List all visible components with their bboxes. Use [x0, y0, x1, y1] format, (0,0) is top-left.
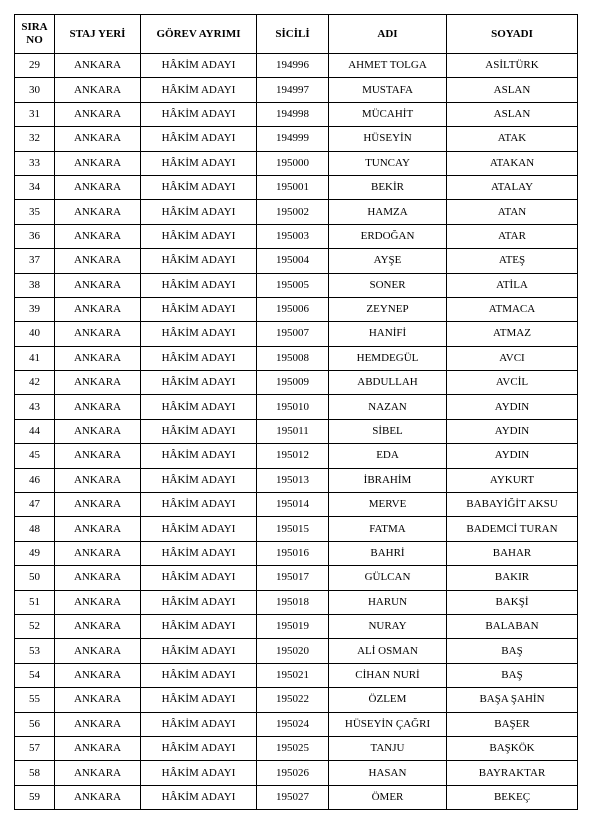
gorev-ayrimi-cell: HÂKİM ADAYI: [141, 249, 257, 273]
header-row: [15, 15, 578, 54]
gorev-ayrimi-cell: HÂKİM ADAYI: [141, 297, 257, 321]
sicili-cell: 195026: [257, 761, 329, 785]
sira-no-cell: 53: [15, 639, 55, 663]
table-row: [15, 175, 578, 199]
sicili-cell: 195004: [257, 249, 329, 273]
adi-cell: ERDOĞAN: [329, 224, 447, 248]
soyadi-cell: ATAR: [447, 224, 578, 248]
sicili-cell: 195003: [257, 224, 329, 248]
gorev-ayrimi-cell: HÂKİM ADAYI: [141, 566, 257, 590]
staj-yeri-cell: ANKARA: [55, 688, 141, 712]
adi-cell: ÖZLEM: [329, 688, 447, 712]
sira-no-cell: 35: [15, 200, 55, 224]
sicili-cell: 195019: [257, 614, 329, 638]
sira-no-cell: 30: [15, 78, 55, 102]
table-row: [15, 663, 578, 687]
sicili-cell: 195005: [257, 273, 329, 297]
sira-no-cell: 33: [15, 151, 55, 175]
table-row: [15, 493, 578, 517]
adi-cell: TUNCAY: [329, 151, 447, 175]
adi-cell: ABDULLAH: [329, 371, 447, 395]
soyadi-cell: ATMAZ: [447, 322, 578, 346]
adi-cell: HARUN: [329, 590, 447, 614]
gorev-ayrimi-cell: HÂKİM ADAYI: [141, 493, 257, 517]
sira-no-cell: 51: [15, 590, 55, 614]
table-row: [15, 200, 578, 224]
staj-yeri-cell: ANKARA: [55, 444, 141, 468]
adi-cell: ZEYNEP: [329, 297, 447, 321]
sira-no-cell: 38: [15, 273, 55, 297]
sira-no-cell: 31: [15, 102, 55, 126]
staj-yeri-cell: ANKARA: [55, 590, 141, 614]
staj-yeri-cell: ANKARA: [55, 54, 141, 78]
soyadi-cell: AYDIN: [447, 444, 578, 468]
gorev-ayrimi-cell: HÂKİM ADAYI: [141, 322, 257, 346]
staj-yeri-cell: ANKARA: [55, 297, 141, 321]
candidate-roster-table: [14, 14, 578, 810]
table-row: [15, 566, 578, 590]
sicili-cell: 194998: [257, 102, 329, 126]
sira-no-cell: 57: [15, 736, 55, 760]
adi-cell: MERVE: [329, 493, 447, 517]
gorev-ayrimi-cell: HÂKİM ADAYI: [141, 639, 257, 663]
soyadi-cell: AYKURT: [447, 468, 578, 492]
sicili-cell: 195012: [257, 444, 329, 468]
table-row: [15, 249, 578, 273]
gorev-ayrimi-cell: HÂKİM ADAYI: [141, 444, 257, 468]
soyadi-cell: ATİLA: [447, 273, 578, 297]
table-row: [15, 346, 578, 370]
header-adi: ADI: [329, 15, 447, 54]
soyadi-cell: ASLAN: [447, 102, 578, 126]
gorev-ayrimi-cell: HÂKİM ADAYI: [141, 712, 257, 736]
table-row: [15, 151, 578, 175]
sicili-cell: 195010: [257, 395, 329, 419]
sicili-cell: 195006: [257, 297, 329, 321]
staj-yeri-cell: ANKARA: [55, 761, 141, 785]
soyadi-cell: BAHAR: [447, 541, 578, 565]
sira-no-cell: 43: [15, 395, 55, 419]
staj-yeri-cell: ANKARA: [55, 541, 141, 565]
sira-no-cell: 48: [15, 517, 55, 541]
adi-cell: HEMDEGÜL: [329, 346, 447, 370]
staj-yeri-cell: ANKARA: [55, 419, 141, 443]
gorev-ayrimi-cell: HÂKİM ADAYI: [141, 395, 257, 419]
sicili-cell: 195013: [257, 468, 329, 492]
table-row: [15, 688, 578, 712]
table-header: [15, 15, 578, 54]
sira-no-cell: 45: [15, 444, 55, 468]
table-row: [15, 712, 578, 736]
sicili-cell: 195021: [257, 663, 329, 687]
adi-cell: EDA: [329, 444, 447, 468]
staj-yeri-cell: ANKARA: [55, 517, 141, 541]
gorev-ayrimi-cell: HÂKİM ADAYI: [141, 371, 257, 395]
table-body: [15, 54, 578, 810]
soyadi-cell: BADEMCİ TURAN: [447, 517, 578, 541]
staj-yeri-cell: ANKARA: [55, 200, 141, 224]
sicili-cell: 195007: [257, 322, 329, 346]
soyadi-cell: ATALAY: [447, 175, 578, 199]
sira-no-cell: 29: [15, 54, 55, 78]
soyadi-cell: BEKEÇ: [447, 785, 578, 809]
soyadi-cell: BABAYİĞİT AKSU: [447, 493, 578, 517]
table-row: [15, 785, 578, 809]
soyadi-cell: BAŞ: [447, 639, 578, 663]
table-row: [15, 297, 578, 321]
table-row: [15, 468, 578, 492]
adi-cell: BEKİR: [329, 175, 447, 199]
adi-cell: SİBEL: [329, 419, 447, 443]
sira-no-cell: 55: [15, 688, 55, 712]
soyadi-cell: ATMACA: [447, 297, 578, 321]
sira-no-cell: 49: [15, 541, 55, 565]
staj-yeri-cell: ANKARA: [55, 102, 141, 126]
header-staj-yeri: STAJ YERİ: [55, 15, 141, 54]
staj-yeri-cell: ANKARA: [55, 224, 141, 248]
adi-cell: HAMZA: [329, 200, 447, 224]
staj-yeri-cell: ANKARA: [55, 371, 141, 395]
sicili-cell: 195009: [257, 371, 329, 395]
sicili-cell: 195000: [257, 151, 329, 175]
sira-no-cell: 46: [15, 468, 55, 492]
staj-yeri-cell: ANKARA: [55, 395, 141, 419]
table-row: [15, 541, 578, 565]
table-row: [15, 322, 578, 346]
gorev-ayrimi-cell: HÂKİM ADAYI: [141, 614, 257, 638]
adi-cell: SONER: [329, 273, 447, 297]
gorev-ayrimi-cell: HÂKİM ADAYI: [141, 273, 257, 297]
gorev-ayrimi-cell: HÂKİM ADAYI: [141, 151, 257, 175]
gorev-ayrimi-cell: HÂKİM ADAYI: [141, 785, 257, 809]
adi-cell: NURAY: [329, 614, 447, 638]
gorev-ayrimi-cell: HÂKİM ADAYI: [141, 224, 257, 248]
staj-yeri-cell: ANKARA: [55, 151, 141, 175]
adi-cell: CİHAN NURİ: [329, 663, 447, 687]
sicili-cell: 195016: [257, 541, 329, 565]
staj-yeri-cell: ANKARA: [55, 736, 141, 760]
staj-yeri-cell: ANKARA: [55, 78, 141, 102]
gorev-ayrimi-cell: HÂKİM ADAYI: [141, 54, 257, 78]
gorev-ayrimi-cell: HÂKİM ADAYI: [141, 346, 257, 370]
sira-no-cell: 40: [15, 322, 55, 346]
staj-yeri-cell: ANKARA: [55, 712, 141, 736]
sira-no-cell: 32: [15, 127, 55, 151]
soyadi-cell: BAKIR: [447, 566, 578, 590]
sira-no-cell: 50: [15, 566, 55, 590]
staj-yeri-cell: ANKARA: [55, 322, 141, 346]
table-row: [15, 127, 578, 151]
sira-no-cell: 44: [15, 419, 55, 443]
sicili-cell: 194997: [257, 78, 329, 102]
soyadi-cell: AYDIN: [447, 395, 578, 419]
adi-cell: MUSTAFA: [329, 78, 447, 102]
soyadi-cell: ASLAN: [447, 78, 578, 102]
table-row: [15, 273, 578, 297]
gorev-ayrimi-cell: HÂKİM ADAYI: [141, 590, 257, 614]
gorev-ayrimi-cell: HÂKİM ADAYI: [141, 761, 257, 785]
adi-cell: AHMET TOLGA: [329, 54, 447, 78]
soyadi-cell: BALABAN: [447, 614, 578, 638]
sicili-cell: 194999: [257, 127, 329, 151]
adi-cell: NAZAN: [329, 395, 447, 419]
adi-cell: HÜSEYİN: [329, 127, 447, 151]
soyadi-cell: ATAKAN: [447, 151, 578, 175]
sicili-cell: 195018: [257, 590, 329, 614]
soyadi-cell: AYDIN: [447, 419, 578, 443]
sicili-cell: 195020: [257, 639, 329, 663]
header-soyadi: SOYADI: [447, 15, 578, 54]
table-row: [15, 761, 578, 785]
soyadi-cell: BAŞKÖK: [447, 736, 578, 760]
soyadi-cell: BAKŞİ: [447, 590, 578, 614]
table-row: [15, 517, 578, 541]
table-row: [15, 395, 578, 419]
gorev-ayrimi-cell: HÂKİM ADAYI: [141, 127, 257, 151]
adi-cell: HÜSEYİN ÇAĞRI: [329, 712, 447, 736]
adi-cell: BAHRİ: [329, 541, 447, 565]
sicili-cell: 195017: [257, 566, 329, 590]
adi-cell: AYŞE: [329, 249, 447, 273]
staj-yeri-cell: ANKARA: [55, 493, 141, 517]
gorev-ayrimi-cell: HÂKİM ADAYI: [141, 78, 257, 102]
gorev-ayrimi-cell: HÂKİM ADAYI: [141, 468, 257, 492]
table-row: [15, 444, 578, 468]
table-row: [15, 102, 578, 126]
soyadi-cell: ATEŞ: [447, 249, 578, 273]
header-sira-line2: NO: [26, 34, 43, 46]
sicili-cell: 195015: [257, 517, 329, 541]
sicili-cell: 195008: [257, 346, 329, 370]
sira-no-cell: 59: [15, 785, 55, 809]
sicili-cell: 195025: [257, 736, 329, 760]
sira-no-cell: 39: [15, 297, 55, 321]
table-row: [15, 371, 578, 395]
gorev-ayrimi-cell: HÂKİM ADAYI: [141, 736, 257, 760]
adi-cell: ÖMER: [329, 785, 447, 809]
table-row: [15, 224, 578, 248]
gorev-ayrimi-cell: HÂKİM ADAYI: [141, 663, 257, 687]
sira-no-cell: 34: [15, 175, 55, 199]
gorev-ayrimi-cell: HÂKİM ADAYI: [141, 175, 257, 199]
adi-cell: ALİ OSMAN: [329, 639, 447, 663]
soyadi-cell: BAYRAKTAR: [447, 761, 578, 785]
soyadi-cell: ASİLTÜRK: [447, 54, 578, 78]
sira-no-cell: 54: [15, 663, 55, 687]
soyadi-cell: BAŞA ŞAHİN: [447, 688, 578, 712]
adi-cell: GÜLCAN: [329, 566, 447, 590]
soyadi-cell: ATAK: [447, 127, 578, 151]
gorev-ayrimi-cell: HÂKİM ADAYI: [141, 541, 257, 565]
sicili-cell: 195001: [257, 175, 329, 199]
gorev-ayrimi-cell: HÂKİM ADAYI: [141, 419, 257, 443]
soyadi-cell: ATAN: [447, 200, 578, 224]
sira-no-cell: 42: [15, 371, 55, 395]
table-row: [15, 419, 578, 443]
sira-no-cell: 37: [15, 249, 55, 273]
staj-yeri-cell: ANKARA: [55, 785, 141, 809]
adi-cell: MÜCAHİT: [329, 102, 447, 126]
adi-cell: TANJU: [329, 736, 447, 760]
staj-yeri-cell: ANKARA: [55, 346, 141, 370]
gorev-ayrimi-cell: HÂKİM ADAYI: [141, 200, 257, 224]
table-row: [15, 590, 578, 614]
soyadi-cell: AVCİL: [447, 371, 578, 395]
table-row: [15, 78, 578, 102]
sira-no-cell: 52: [15, 614, 55, 638]
staj-yeri-cell: ANKARA: [55, 273, 141, 297]
sicili-cell: 195011: [257, 419, 329, 443]
gorev-ayrimi-cell: HÂKİM ADAYI: [141, 517, 257, 541]
sira-no-cell: 58: [15, 761, 55, 785]
staj-yeri-cell: ANKARA: [55, 566, 141, 590]
sicili-cell: 195002: [257, 200, 329, 224]
adi-cell: İBRAHİM: [329, 468, 447, 492]
staj-yeri-cell: ANKARA: [55, 639, 141, 663]
soyadi-cell: AVCI: [447, 346, 578, 370]
staj-yeri-cell: ANKARA: [55, 468, 141, 492]
header-sira-no: [15, 15, 55, 54]
sira-no-cell: 36: [15, 224, 55, 248]
table-row: [15, 614, 578, 638]
header-sicili: SİCİLİ: [257, 15, 329, 54]
table-row: [15, 639, 578, 663]
staj-yeri-cell: ANKARA: [55, 127, 141, 151]
sicili-cell: 195022: [257, 688, 329, 712]
table-row: [15, 54, 578, 78]
header-gorev-ayrimi: GÖREV AYRIMI: [141, 15, 257, 54]
sira-no-cell: 41: [15, 346, 55, 370]
sira-no-cell: 47: [15, 493, 55, 517]
header-sira-line1: SIRA: [21, 21, 48, 33]
soyadi-cell: BAŞER: [447, 712, 578, 736]
sicili-cell: 195014: [257, 493, 329, 517]
adi-cell: HASAN: [329, 761, 447, 785]
sicili-cell: 195027: [257, 785, 329, 809]
staj-yeri-cell: ANKARA: [55, 175, 141, 199]
staj-yeri-cell: ANKARA: [55, 249, 141, 273]
sicili-cell: 194996: [257, 54, 329, 78]
sicili-cell: 195024: [257, 712, 329, 736]
gorev-ayrimi-cell: HÂKİM ADAYI: [141, 102, 257, 126]
staj-yeri-cell: ANKARA: [55, 663, 141, 687]
adi-cell: HANİFİ: [329, 322, 447, 346]
sira-no-cell: 56: [15, 712, 55, 736]
adi-cell: FATMA: [329, 517, 447, 541]
gorev-ayrimi-cell: HÂKİM ADAYI: [141, 688, 257, 712]
staj-yeri-cell: ANKARA: [55, 614, 141, 638]
soyadi-cell: BAŞ: [447, 663, 578, 687]
table-row: [15, 736, 578, 760]
